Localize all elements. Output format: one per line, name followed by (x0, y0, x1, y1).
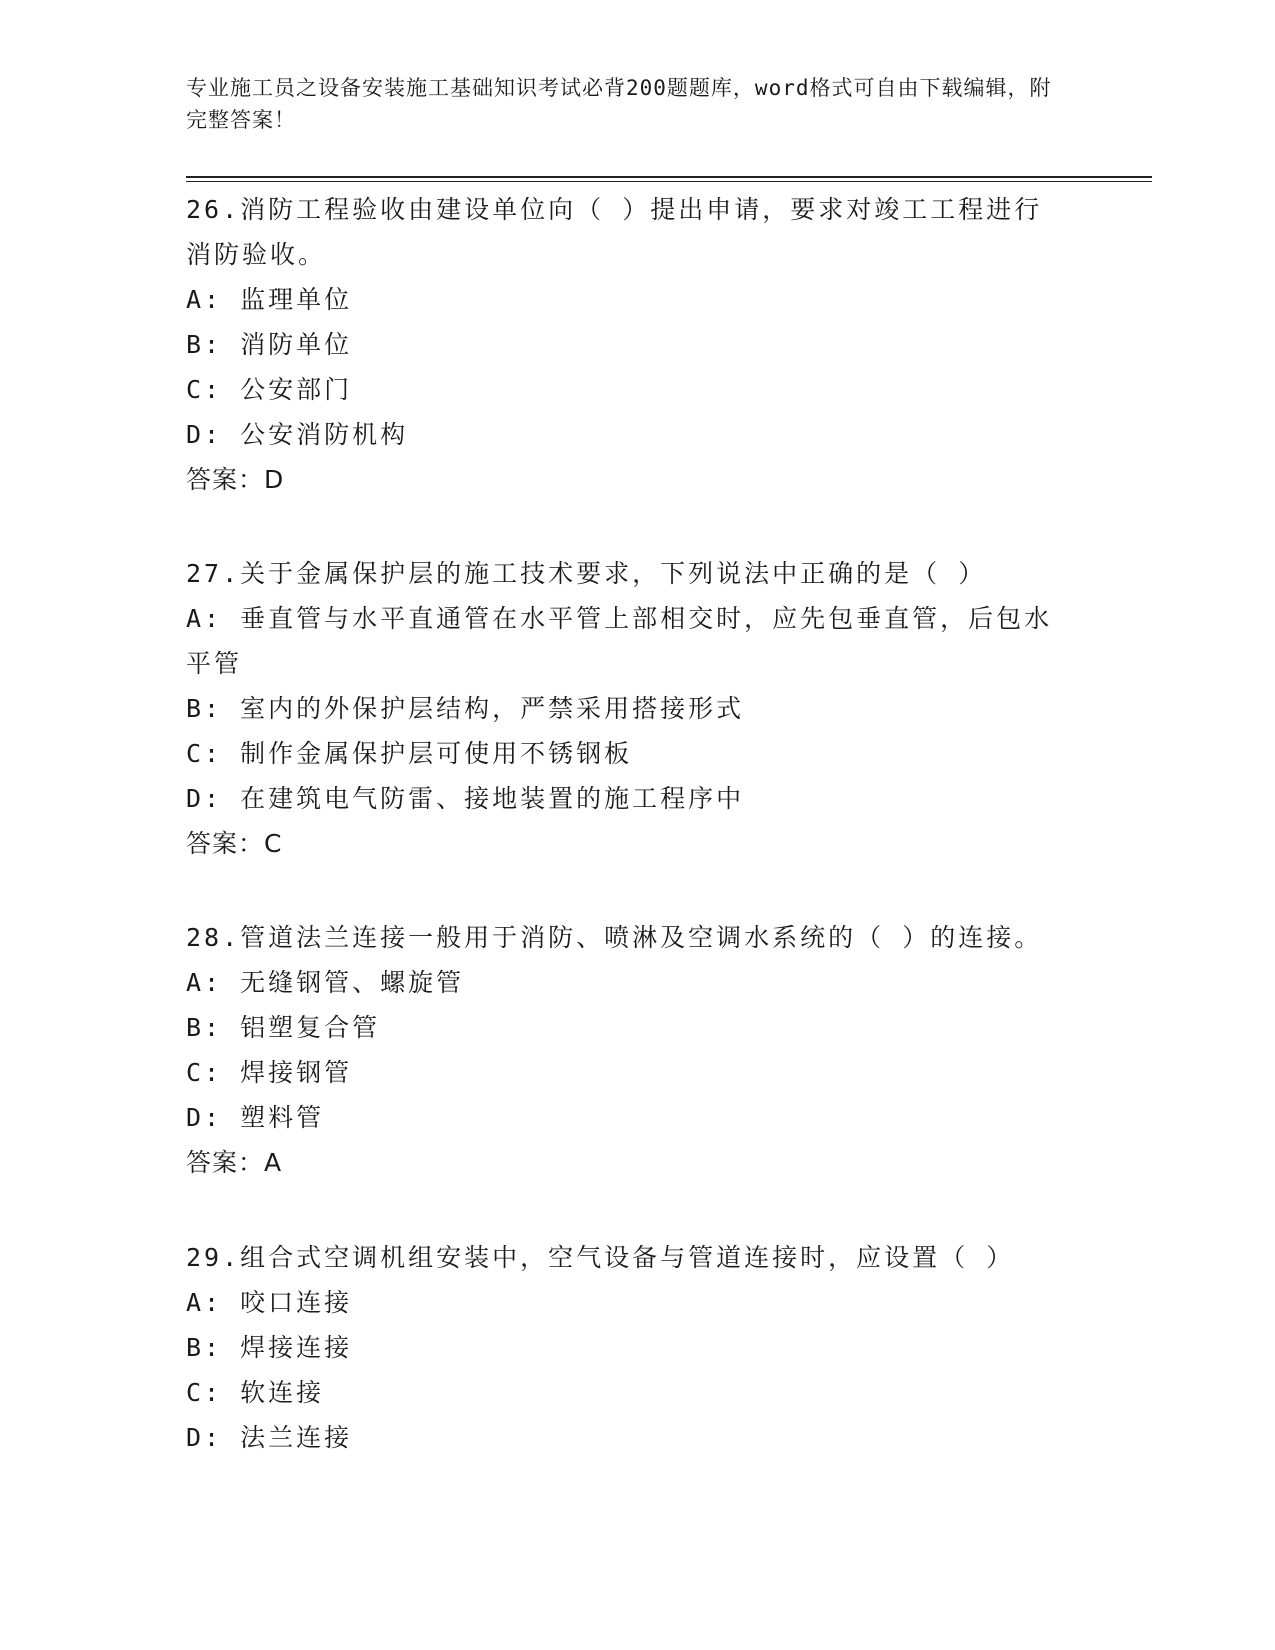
header-divider-thick (186, 176, 1152, 178)
option-d: D: 在建筑电气防雷、接地装置的施工程序中 (186, 784, 745, 813)
question-26 (186, 187, 1066, 502)
question-29 (186, 1235, 1066, 1460)
option-d: D: 法兰连接 (186, 1423, 353, 1452)
option-b: B: 室内的外保护层结构，严禁采用搭接形式 (186, 694, 745, 723)
option-c: C: 焊接钢管 (186, 1058, 353, 1087)
option-b: B: 焊接连接 (186, 1333, 353, 1362)
answer: 答案：C (186, 829, 283, 858)
option-c: C: 软连接 (186, 1378, 325, 1407)
option-d: D: 公安消防机构 (186, 420, 409, 449)
question-stem: 29.组合式空调机组安装中，空气设备与管道连接时，应设置（ ） (186, 1243, 1015, 1272)
option-c: C: 制作金属保护层可使用不锈钢板 (186, 739, 633, 768)
question-stem: 27.关于金属保护层的施工技术要求，下列说法中正确的是（ ） (186, 559, 987, 588)
option-a: A: 监理单位 (186, 285, 353, 314)
option-a: A: 咬口连接 (186, 1288, 353, 1317)
option-d: D: 塑料管 (186, 1103, 325, 1132)
question-stem: 26.消防工程验收由建设单位向（ ）提出申请，要求对竣工工程进行消防验收。 (186, 195, 1043, 269)
header-divider-thin (186, 181, 1152, 182)
option-a: A: 无缝钢管、螺旋管 (186, 968, 465, 997)
option-b: B: 铝塑复合管 (186, 1013, 381, 1042)
question-27 (186, 551, 1066, 866)
question-28 (186, 915, 1066, 1185)
document-header: 专业施工员之设备安装施工基础知识考试必背200题题库，word格式可自由下载编辑，附完整答案！ (186, 76, 1052, 132)
option-a: A: 垂直管与水平直通管在水平管上部相交时，应先包垂直管，后包水平管 (186, 604, 1053, 678)
option-b: B: 消防单位 (186, 330, 353, 359)
option-c: C: 公安部门 (186, 375, 353, 404)
question-stem: 28.管道法兰连接一般用于消防、喷淋及空调水系统的（ ）的连接。 (186, 923, 1043, 952)
answer: 答案：D (186, 465, 285, 494)
answer: 答案：A (186, 1148, 283, 1177)
